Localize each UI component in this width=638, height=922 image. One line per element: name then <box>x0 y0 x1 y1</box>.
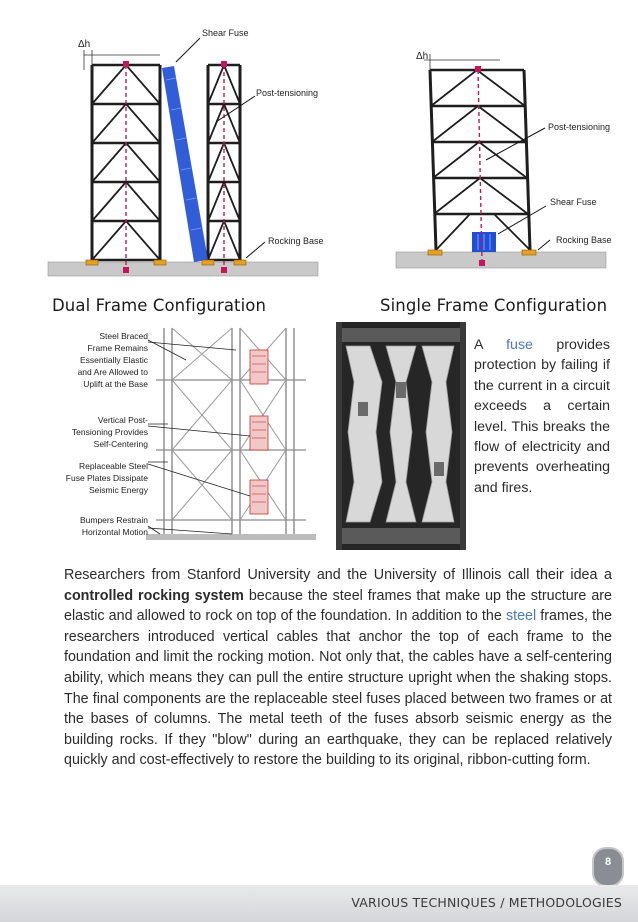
body-text-1: Researchers from Stanford University and the University of Illinois call their idea a <box>64 567 612 583</box>
label-steel-braced-frame: Steel Braced Frame Remains Essentially Elastic and Are Allowed to Uplift at the Base <box>77 331 148 389</box>
dual-shear-fuse-label: Shear Fuse <box>202 28 249 38</box>
body-bold-term: controlled rocking system <box>64 587 244 604</box>
steel-link[interactable]: steel <box>505 608 537 625</box>
body-paragraph <box>64 565 612 771</box>
dual-rocking-base-label: Rocking Base <box>268 236 324 246</box>
fuse-note-pre: A <box>474 337 507 353</box>
footer-section-title: VARIOUS TECHNIQUES / METHODOLOGIES <box>351 895 622 910</box>
label-vertical-post-tensioning: Vertical Post- Tensioning Provides Self-Centering <box>71 415 148 449</box>
single-shear-fuse-label: Shear Fuse <box>550 197 597 207</box>
fuse-link[interactable]: fuse <box>506 337 533 353</box>
test-specimen-illustration <box>336 322 466 550</box>
single-delta-label: Δh <box>416 51 429 62</box>
single-rocking-base-label: Rocking Base <box>556 235 612 245</box>
body-text-2: because the steel frames that make up the structure are elastic and allowed to rock on top of the foundation. In addition to the <box>64 587 612 625</box>
test-specimen-photo <box>336 322 466 550</box>
page-number: 8 <box>604 856 612 868</box>
label-bumpers: Bumpers Restrain Horizontal Motion <box>79 515 148 537</box>
single-post-tensioning-label: Post-tensioning <box>548 122 611 132</box>
label-replaceable-steel-fuse: Replaceable Steel Fuse Plates Dissipate Seismic Energy <box>65 461 148 495</box>
dual-post-tensioning-label: Post-tensioning <box>256 88 319 98</box>
dual-frame-caption: Dual Frame Configuration <box>52 296 267 315</box>
fuse-note <box>474 335 610 498</box>
fuse-note-post: provides protection by failing if the current in a circuit exceeds a certain level. This breaks the flow of electricity and prevents overheating and fires. <box>474 337 610 496</box>
dual-delta-label: Δh <box>78 39 91 50</box>
single-frame-caption: Single Frame Configuration <box>380 296 608 315</box>
body-text-3: frames, the researchers introduced vertical cables that anchor the top of each frame to the foundation and limit the rocking motion. Not only that, the cables have a self-centering ability, which means they can pull the entire structure upright when the shaking stops. The final components are the replaceable steel fuses placed between two frames or at the bases of columns. The metal teeth of the fuses absorb seismic energy as the building rocks. If they "blow" during an earthquake, they can be replaced relatively quickly and cost-effectively to restore the building to its original, ribbon-cutting form. <box>64 608 612 769</box>
